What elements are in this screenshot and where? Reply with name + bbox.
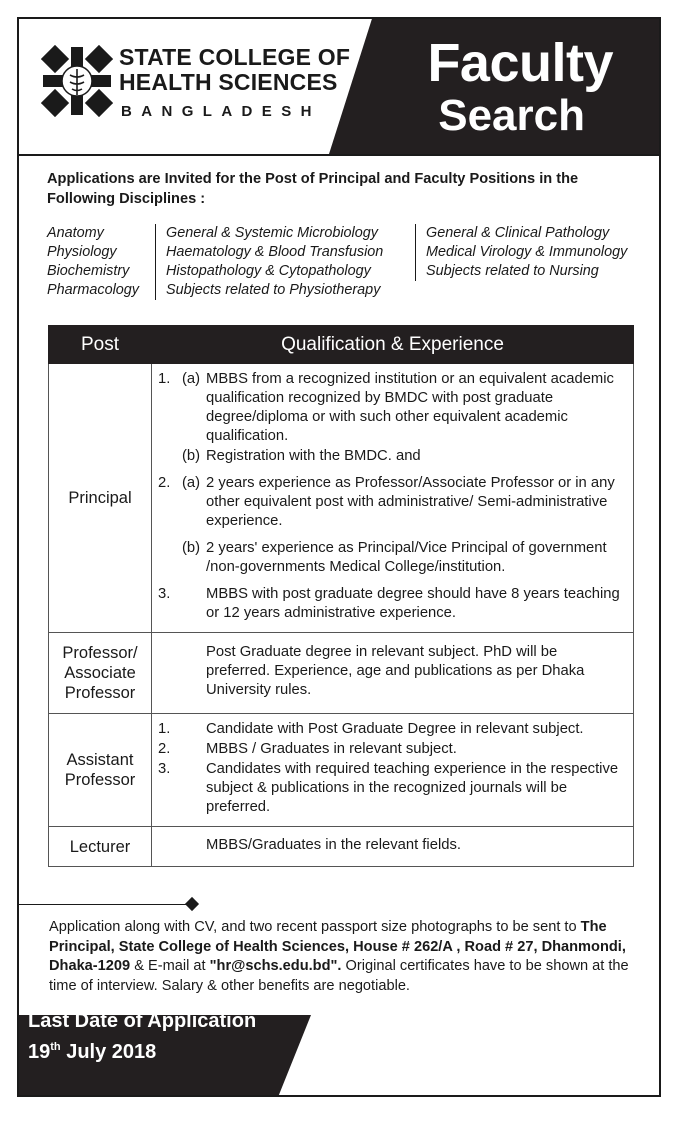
post-assistant <box>49 714 152 827</box>
disciplines-column-2 <box>155 224 383 300</box>
item-text: MBBS with post graduate degree should have 8 years teaching or 12 years administrative experience. <box>206 586 620 621</box>
application-text: & E-mail at <box>130 958 210 974</box>
item-sub: (b) <box>182 448 201 464</box>
item-text: Candidates with required teaching experience in the respective subject & publications in the recognized journals will be preferred. <box>206 761 619 815</box>
item-text: MBBS/Graduates in the relevant fields. <box>206 836 461 853</box>
advertisement-frame <box>17 17 661 1097</box>
last-date-suffix: th <box>50 1041 61 1053</box>
item-number <box>158 539 182 577</box>
application-text: Application along with CV, and two recent passport size photographs to be sent to <box>49 919 581 935</box>
qualification-professor <box>152 633 634 714</box>
table-row-lecturer <box>49 827 634 867</box>
item-number <box>158 643 206 700</box>
college-logo <box>41 45 113 117</box>
post-lecturer: Lecturer <box>49 827 152 867</box>
qualification-item <box>158 370 625 446</box>
divider-diamond-icon <box>185 897 199 911</box>
post-line: Professor <box>64 771 136 789</box>
table-row-assistant <box>49 714 634 827</box>
table-row-professor <box>49 633 634 714</box>
discipline-item: General & Systemic Microbiology <box>166 225 378 241</box>
qualification-item <box>158 760 625 817</box>
item-sub: (a) <box>182 475 201 491</box>
last-date-value <box>28 1035 156 1064</box>
qualification-item <box>158 539 625 577</box>
qualification-principal <box>152 364 634 633</box>
header-qualification: Qualification & Experience <box>152 326 634 364</box>
table-header-row <box>49 326 634 364</box>
college-name <box>119 45 350 95</box>
header-post: Post <box>49 326 152 364</box>
table-row-principal <box>49 364 634 633</box>
item-text: 2 years experience as Professor/Associate Professor or in any other equivalent post with administrative/ Semi-administrative experience. <box>206 475 615 529</box>
item-text: 2 years' experience as Principal/Vice Principal of government /non-governments Medical College/institution. <box>206 540 607 575</box>
discipline-item: Pharmacology <box>47 282 139 298</box>
item-text: MBBS / Graduates in relevant subject. <box>206 741 457 757</box>
section-divider <box>19 904 193 905</box>
item-number: 2. <box>158 741 171 757</box>
post-professor <box>49 633 152 714</box>
discipline-item: Anatomy <box>47 225 104 241</box>
discipline-item: Physiology <box>47 244 117 260</box>
application-email: "hr@schs.edu.bd". <box>209 958 342 974</box>
item-sub: (b) <box>182 540 201 556</box>
qualification-item <box>158 720 625 739</box>
item-number: 3. <box>158 586 171 602</box>
college-country: BANGLADESH <box>121 103 321 120</box>
last-date-day: 19 <box>28 1041 51 1063</box>
qualification-item <box>158 740 625 759</box>
qualification-item <box>158 643 625 700</box>
post-line: Associate <box>64 664 136 682</box>
disciplines-column-3 <box>415 224 627 281</box>
intro-text: Applications are Invited for the Post of Principal and Faculty Positions in the Following Disciplines : <box>47 171 579 207</box>
discipline-item: Biochemistry <box>47 263 130 279</box>
item-text: Candidate with Post Graduate Degree in relevant subject. <box>206 721 584 737</box>
discipline-item: Subjects related to Nursing <box>426 263 599 279</box>
discipline-item: Subjects related to Physiotherapy <box>166 282 381 298</box>
title-search: Search <box>438 91 585 140</box>
application-text: Original certificates have to be shown at the time of interview. Salary & other benefits are negotiable. <box>49 958 629 994</box>
item-number <box>158 447 182 466</box>
last-date-month-year: July 2018 <box>60 1041 157 1063</box>
last-date-label: Last Date of Application <box>28 1010 257 1032</box>
item-sub: (a) <box>182 371 201 387</box>
qualification-item <box>158 474 625 531</box>
post-line: Assistant <box>66 751 134 769</box>
discipline-item: Histopathology & Cytopathology <box>166 263 371 279</box>
qualification-item <box>158 447 625 466</box>
item-text: MBBS from a recognized institution or an equivalent academic qualification recognized by BMDC with post graduate degree/diploma or with such other equivalent academic qualification. <box>206 371 614 444</box>
qualification-lecturer <box>152 827 634 867</box>
post-principal: Principal <box>49 364 152 633</box>
qualification-assistant <box>152 714 634 827</box>
item-number <box>158 836 206 855</box>
item-number: 3. <box>158 761 171 777</box>
item-text: Registration with the BMDC. and <box>206 448 421 464</box>
disciplines-column-1 <box>47 224 139 300</box>
application-address: The Principal, State College of Health Sciences, House # 262/A , Road # 27, Dhanmondi, Dhaka-1209 <box>49 919 626 974</box>
item-text: Post Graduate degree in relevant subject. PhD will be preferred. Experience, age and publications as per Dhaka University rules. <box>206 644 585 698</box>
item-number: 1. <box>158 371 171 387</box>
discipline-item: Haematology & Blood Transfusion <box>166 244 384 260</box>
post-line: Professor/ <box>62 644 138 662</box>
college-name-line1: STATE COLLEGE OF <box>119 44 351 70</box>
application-instructions <box>49 918 639 996</box>
header-rule <box>19 154 659 156</box>
title-faculty: Faculty <box>427 33 613 93</box>
qualification-item <box>158 836 625 855</box>
item-number: 1. <box>158 721 171 737</box>
item-number: 2. <box>158 475 171 491</box>
qualification-item <box>158 585 625 623</box>
discipline-item: General & Clinical Pathology <box>426 225 610 241</box>
college-name-line2: HEALTH SCIENCES <box>119 69 338 95</box>
discipline-item: Medical Virology & Immunology <box>426 244 628 260</box>
positions-table <box>48 325 634 867</box>
post-line: Professor <box>64 684 136 702</box>
header <box>19 19 659 154</box>
